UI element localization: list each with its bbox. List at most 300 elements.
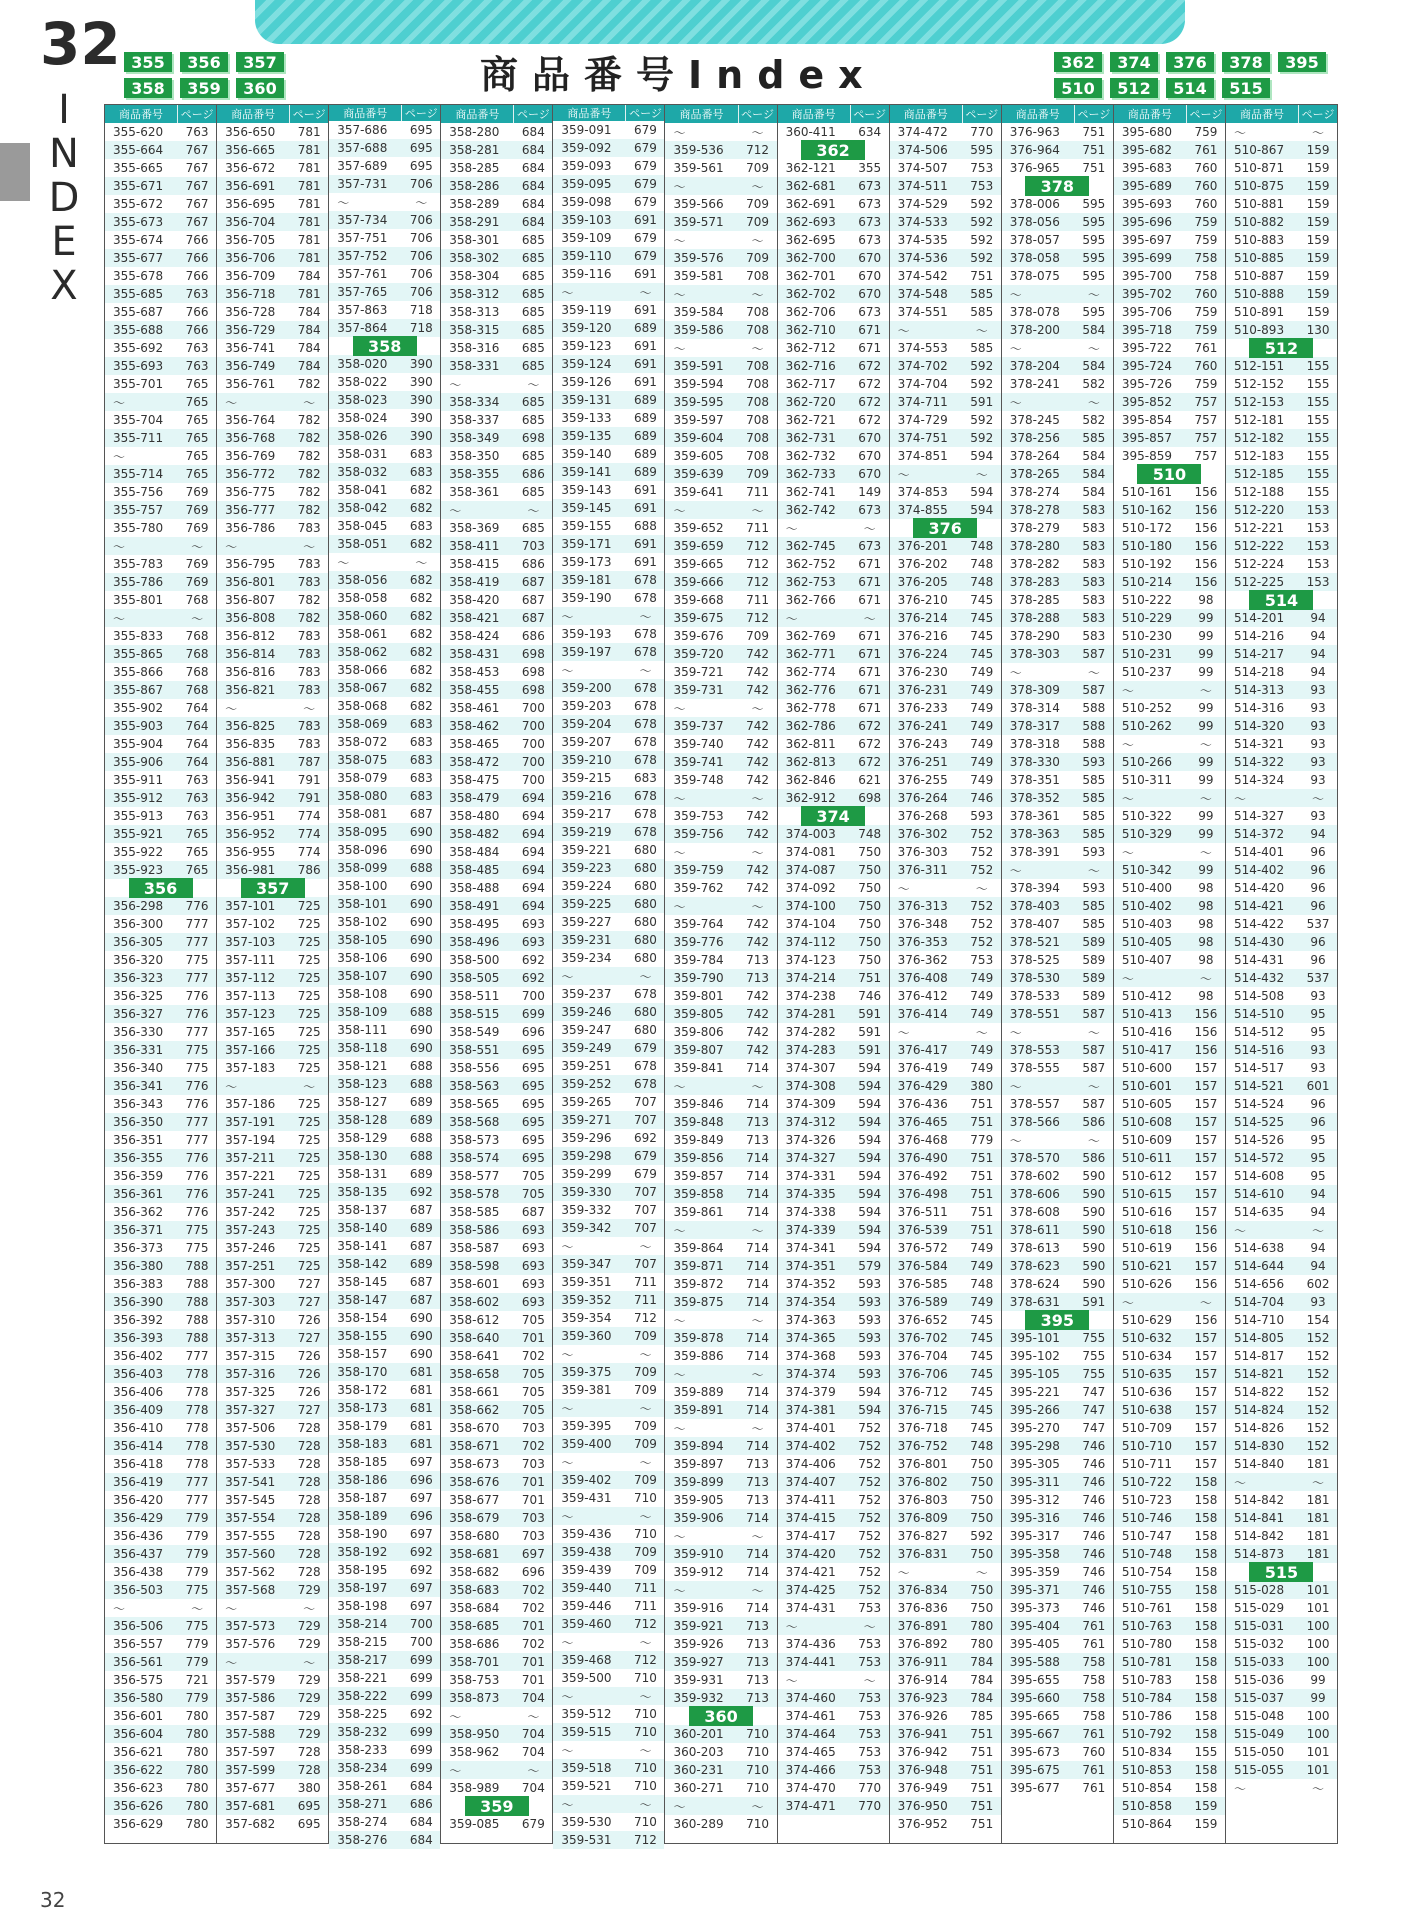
product-code: 510-162 (1121, 503, 1172, 517)
table-row (1226, 1725, 1337, 1743)
page-ref: 726 (297, 1385, 321, 1399)
page-ref: 689 (634, 429, 657, 443)
table-row (890, 1635, 1001, 1653)
table-row (665, 843, 776, 861)
section-header-row (778, 141, 889, 159)
page-ref: 695 (521, 1061, 545, 1075)
page-ref: 96 (1310, 1115, 1326, 1129)
product-code: 378-006 (1009, 197, 1060, 211)
product-code: 〜 (561, 1455, 574, 1470)
page-ref: 157 (1194, 1403, 1218, 1417)
table-row (217, 1365, 328, 1383)
product-code: 510-237 (1121, 665, 1172, 679)
page-ref: 767 (185, 161, 209, 175)
table-row (665, 177, 776, 195)
table-row (1114, 573, 1225, 591)
product-code: 378-566 (1009, 1115, 1060, 1129)
table-row (778, 1545, 889, 1563)
product-code: 355-677 (113, 251, 164, 265)
table-row (329, 1525, 440, 1543)
product-code: 514-218 (1233, 665, 1285, 679)
product-code: 378-290 (1009, 629, 1060, 643)
page-ref: 686 (521, 629, 545, 643)
header-code: 商品番号 (1226, 105, 1299, 123)
page-ref: 752 (970, 845, 994, 859)
table-row (1226, 213, 1337, 231)
table-row (1226, 1329, 1337, 1347)
table-row (665, 375, 776, 393)
table-row (553, 409, 664, 427)
page-ref: 594 (858, 1097, 882, 1111)
product-code: 514-830 (1233, 1439, 1285, 1453)
page-ref: 742 (746, 809, 770, 823)
series-badge-514[interactable]: 514 (1166, 78, 1214, 98)
page-ref: 159 (1306, 179, 1330, 193)
page-ref: 705 (521, 1367, 545, 1381)
page-ref: 751 (1082, 161, 1106, 175)
page-ref: 159 (1306, 143, 1330, 157)
product-code: 359-740 (673, 737, 724, 751)
table-row (665, 861, 776, 879)
page-ref: 685 (521, 449, 545, 463)
page-ref: 158 (1194, 1781, 1218, 1795)
product-code: 〜 (449, 1763, 462, 1778)
product-code: 514-821 (1233, 1367, 1285, 1381)
page-ref: 〜 (751, 287, 764, 302)
table-row (665, 1797, 776, 1815)
product-code: 510-710 (1121, 1439, 1172, 1453)
page-ref: 711 (634, 1581, 657, 1595)
page-ref: 〜 (1312, 1781, 1325, 1796)
table-row (890, 1779, 1001, 1797)
page-ref: 752 (970, 863, 994, 877)
table-row (1226, 231, 1337, 249)
product-code: 358-661 (449, 1385, 500, 1399)
product-code: 359-155 (561, 519, 612, 533)
table-row (1002, 393, 1113, 411)
page-ref: 784 (297, 269, 321, 283)
table-row (1114, 969, 1225, 987)
table-row (890, 1401, 1001, 1419)
page-ref: 〜 (975, 323, 988, 338)
product-code: 358-137 (337, 1203, 388, 1217)
product-code: 〜 (225, 395, 238, 410)
product-code: 358-453 (449, 665, 500, 679)
series-badge-395[interactable]: 395 (1278, 52, 1326, 72)
table-row (441, 1491, 552, 1509)
series-badge-515[interactable]: 515 (1222, 78, 1270, 98)
table-row (217, 249, 328, 267)
page-ref: 678 (634, 573, 657, 587)
series-badge-356[interactable]: 356 (180, 52, 228, 72)
product-code: 356-341 (113, 1079, 164, 1093)
page-ref: 767 (185, 197, 209, 211)
page-ref: 688 (409, 1077, 433, 1091)
page-ref: 99 (1198, 719, 1214, 733)
page-ref: 751 (970, 1745, 994, 1759)
table-row (1002, 357, 1113, 375)
table-row (105, 1635, 216, 1653)
page-ref: 729 (297, 1637, 321, 1651)
table-row (665, 393, 776, 411)
product-code: 359-216 (561, 789, 612, 803)
table-row (1002, 1113, 1113, 1131)
table-row (665, 735, 776, 753)
product-code: 〜 (1009, 341, 1022, 356)
table-row (553, 1507, 664, 1525)
series-badge-360[interactable]: 360 (236, 78, 284, 98)
column-header (553, 105, 664, 121)
page-ref: 595 (1082, 305, 1106, 319)
table-row (778, 285, 889, 303)
table-row (1226, 573, 1337, 591)
series-badge-374[interactable]: 374 (1110, 52, 1158, 72)
table-row (105, 1347, 216, 1365)
product-code: 358-145 (337, 1275, 388, 1289)
table-row (329, 1579, 440, 1597)
table-row (105, 1653, 216, 1671)
table-row (105, 339, 216, 357)
table-row (105, 591, 216, 609)
page-ref: 710 (634, 1707, 657, 1721)
product-code: 356-706 (225, 251, 276, 265)
table-row (553, 1057, 664, 1075)
page-ref: 755 (1082, 1349, 1106, 1363)
section-badge: 362 (801, 140, 865, 160)
page-ref: 158 (1194, 1475, 1218, 1489)
product-code: 374-351 (785, 1259, 836, 1273)
page-ref: 678 (634, 1059, 657, 1073)
table-row (553, 1615, 664, 1633)
series-badge-362[interactable]: 362 (1054, 52, 1102, 72)
page-title: 商品番号Index (480, 53, 877, 97)
table-row (1002, 1347, 1113, 1365)
page-ref: 601 (1306, 1079, 1330, 1093)
page-ref: 774 (297, 827, 321, 841)
page-ref: 〜 (751, 1421, 764, 1436)
page-ref: 670 (858, 251, 882, 265)
column-header (665, 105, 776, 123)
table-row (1226, 501, 1337, 519)
table-row (217, 1437, 328, 1455)
page-ref: 689 (409, 1095, 433, 1109)
table-row (665, 195, 776, 213)
product-code: 357-166 (225, 1043, 276, 1057)
table-row (329, 139, 440, 157)
product-code: 358-601 (449, 1277, 500, 1291)
table-row (778, 1671, 889, 1689)
product-code: 358-573 (449, 1133, 500, 1147)
table-row (778, 1491, 889, 1509)
table-row (1226, 1455, 1337, 1473)
page-ref: 683 (409, 735, 433, 749)
series-badge-359[interactable]: 359 (180, 78, 228, 98)
page-ref: 763 (185, 791, 209, 805)
table-row (778, 1149, 889, 1167)
product-code: 510-636 (1121, 1385, 1172, 1399)
product-code: 510-252 (1121, 701, 1172, 715)
page-ref: 181 (1306, 1493, 1330, 1507)
product-code: 359-252 (561, 1077, 612, 1091)
page-ref: 690 (409, 1041, 433, 1055)
table-row (217, 717, 328, 735)
page-ref: 583 (1082, 521, 1106, 535)
product-code: 358-058 (337, 591, 388, 605)
product-code: 358-415 (449, 557, 500, 571)
page-ref: 592 (970, 377, 994, 391)
table-row (217, 1779, 328, 1797)
table-row (553, 1021, 664, 1039)
product-code: 358-135 (337, 1185, 388, 1199)
table-row (553, 1813, 664, 1831)
table-row (441, 141, 552, 159)
product-code: 359-227 (561, 915, 612, 929)
table-row (1002, 1095, 1113, 1113)
table-row (553, 1795, 664, 1813)
page-ref: 742 (746, 737, 770, 751)
table-row (1226, 987, 1337, 1005)
table-row (553, 1129, 664, 1147)
page-ref: 684 (521, 179, 545, 193)
product-code: 378-303 (1009, 647, 1060, 661)
page-ref: 591 (970, 395, 994, 409)
page-ref: 788 (185, 1313, 209, 1327)
page-ref: 〜 (527, 1709, 540, 1724)
table-row (105, 897, 216, 915)
table-row (329, 967, 440, 985)
product-code: 358-102 (337, 915, 388, 929)
series-badge-355[interactable]: 355 (124, 52, 172, 72)
table-row (441, 1059, 552, 1077)
table-row (665, 1095, 776, 1113)
product-code: 356-621 (113, 1745, 164, 1759)
table-row (553, 211, 664, 229)
page-ref: 689 (634, 465, 657, 479)
product-code: 〜 (449, 503, 462, 518)
product-code: 359-652 (673, 521, 724, 535)
table-row (778, 1797, 889, 1815)
product-code: 514-422 (1233, 917, 1285, 931)
series-badge-376[interactable]: 376 (1166, 52, 1214, 72)
product-code: 358-069 (337, 717, 388, 731)
table-row (329, 769, 440, 787)
table-row (778, 717, 889, 735)
table-row (1114, 195, 1225, 213)
product-code: 374-368 (785, 1349, 836, 1363)
table-row (105, 1419, 216, 1437)
product-code: 378-256 (1009, 431, 1060, 445)
table-row (217, 1761, 328, 1779)
product-code: 359-906 (673, 1511, 724, 1525)
table-row (1114, 1779, 1225, 1797)
series-badge-378[interactable]: 378 (1222, 52, 1270, 72)
product-code: 357-246 (225, 1241, 276, 1255)
table-row (553, 751, 664, 769)
product-code: 510-413 (1121, 1007, 1172, 1021)
product-code: 359-872 (673, 1277, 724, 1291)
table-row (329, 1039, 440, 1057)
page-ref: 680 (634, 879, 657, 893)
page-ref: 690 (409, 879, 433, 893)
page-ref: 761 (1194, 341, 1218, 355)
table-row (890, 573, 1001, 591)
table-row (1002, 123, 1113, 141)
page-ref: 708 (746, 449, 770, 463)
page-ref: 726 (297, 1349, 321, 1363)
table-row (1002, 879, 1113, 897)
header-code: 商品番号 (1002, 105, 1075, 123)
product-code: 374-407 (785, 1475, 836, 1489)
table-row (553, 1687, 664, 1705)
product-code: 510-322 (1121, 809, 1172, 823)
page-ref: 783 (297, 737, 321, 751)
page-ref: 688 (409, 1149, 433, 1163)
product-code: 359-759 (673, 863, 724, 877)
page-ref: 590 (1082, 1205, 1106, 1219)
product-code: 355-922 (113, 845, 164, 859)
table-row (665, 879, 776, 897)
table-row (441, 1671, 552, 1689)
product-code: 〜 (1121, 971, 1134, 986)
product-code: 378-553 (1009, 1043, 1060, 1057)
table-row (890, 1689, 1001, 1707)
page-ref: 94 (1310, 647, 1326, 661)
page-ref: 153 (1306, 521, 1330, 535)
series-badge-358[interactable]: 358 (124, 78, 172, 98)
product-code: 358-214 (337, 1617, 388, 1631)
page-ref: 708 (746, 413, 770, 427)
page-ref: 670 (858, 269, 882, 283)
page-ref: 714 (746, 1097, 770, 1111)
product-code: 359-116 (561, 267, 612, 281)
page-ref: 757 (1194, 431, 1218, 445)
page-ref: 759 (1194, 233, 1218, 247)
table-row (1114, 663, 1225, 681)
page-ref: 788 (185, 1277, 209, 1291)
page-ref: 768 (185, 629, 209, 643)
page-ref: 684 (521, 197, 545, 211)
page-ref: 783 (297, 665, 321, 679)
product-code: 358-271 (337, 1797, 388, 1811)
product-code: 358-179 (337, 1419, 388, 1433)
product-code: 374-704 (897, 377, 948, 391)
page-ref: 587 (1082, 1061, 1106, 1075)
page-ref: 749 (970, 971, 994, 985)
page-ref: 776 (185, 1097, 209, 1111)
product-code: 378-274 (1009, 485, 1060, 499)
page-ref: 752 (970, 935, 994, 949)
page-ref: 688 (409, 861, 433, 875)
index-column (441, 105, 553, 1843)
product-code: 〜 (113, 611, 126, 626)
product-code: 374-472 (897, 125, 948, 139)
table-row (665, 1275, 776, 1293)
page-ref: 751 (970, 1097, 994, 1111)
product-code: 359-927 (673, 1655, 724, 1669)
page-ref: 155 (1306, 395, 1330, 409)
table-row (553, 1327, 664, 1345)
page-ref: 701 (521, 1331, 545, 1345)
page-ref: 751 (970, 1205, 994, 1219)
table-row (105, 501, 216, 519)
series-badge-510[interactable]: 510 (1054, 78, 1102, 98)
page-ref: 779 (185, 1655, 209, 1669)
table-row (217, 1095, 328, 1113)
product-code: 〜 (561, 1239, 574, 1254)
product-code: 359-271 (561, 1113, 612, 1127)
page-ref: 583 (1082, 575, 1106, 589)
product-code: 514-324 (1233, 773, 1285, 787)
product-code: 378-351 (1009, 773, 1060, 787)
product-code: 376-303 (897, 845, 948, 859)
product-code: 358-128 (337, 1113, 388, 1127)
page-ref: 691 (634, 303, 657, 317)
series-badge-357[interactable]: 357 (236, 52, 284, 72)
product-code: 357-541 (225, 1475, 276, 1489)
table-row (1114, 1365, 1225, 1383)
table-row (217, 1599, 328, 1617)
header-code: 商品番号 (1114, 105, 1187, 123)
product-code: 510-638 (1121, 1403, 1172, 1417)
product-code: 395-305 (1009, 1457, 1060, 1471)
page-ref: 729 (297, 1709, 321, 1723)
product-code: 356-362 (113, 1205, 164, 1219)
table-row (217, 1293, 328, 1311)
product-code: 〜 (225, 1079, 238, 1094)
series-badge-512[interactable]: 512 (1110, 78, 1158, 98)
page-ref: 703 (521, 1421, 545, 1435)
table-row (1226, 1491, 1337, 1509)
page-ref: 689 (409, 1221, 433, 1235)
product-code: 376-949 (897, 1781, 948, 1795)
table-row (1226, 1293, 1337, 1311)
page-ref: 701 (521, 1619, 545, 1633)
product-code: 〜 (673, 899, 686, 914)
table-row (665, 1113, 776, 1131)
table-row (1114, 915, 1225, 933)
page-ref: 690 (409, 951, 433, 965)
product-code: 356-343 (113, 1097, 164, 1111)
table-row (778, 465, 889, 483)
product-code: 515-031 (1233, 1619, 1285, 1633)
page-ref: 782 (297, 431, 321, 445)
page-ref: 750 (970, 1475, 994, 1489)
page-ref: 751 (970, 1115, 994, 1129)
product-code: 358-032 (337, 465, 388, 479)
page-ref: 712 (746, 539, 770, 553)
table-row (441, 1293, 552, 1311)
product-code: 355-866 (113, 665, 164, 679)
page-ref: 779 (185, 1691, 209, 1705)
product-code: 512-225 (1233, 575, 1285, 589)
product-code: 355-902 (113, 701, 164, 715)
page-ref: 688 (409, 1059, 433, 1073)
table-row (890, 915, 1001, 933)
product-code: 378-611 (1009, 1223, 1060, 1237)
table-row (105, 1509, 216, 1527)
page-ref: 700 (521, 701, 545, 715)
product-code: 356-951 (225, 809, 276, 823)
table-row (778, 1509, 889, 1527)
product-code: 356-629 (113, 1817, 164, 1831)
table-row (329, 1129, 440, 1147)
page-ref: 157 (1194, 1259, 1218, 1273)
table-row (441, 1563, 552, 1581)
product-code: 395-404 (1009, 1619, 1060, 1633)
product-code: 374-420 (785, 1547, 836, 1561)
header-code: 商品番号 (217, 105, 290, 123)
page-ref: 152 (1306, 1349, 1330, 1363)
